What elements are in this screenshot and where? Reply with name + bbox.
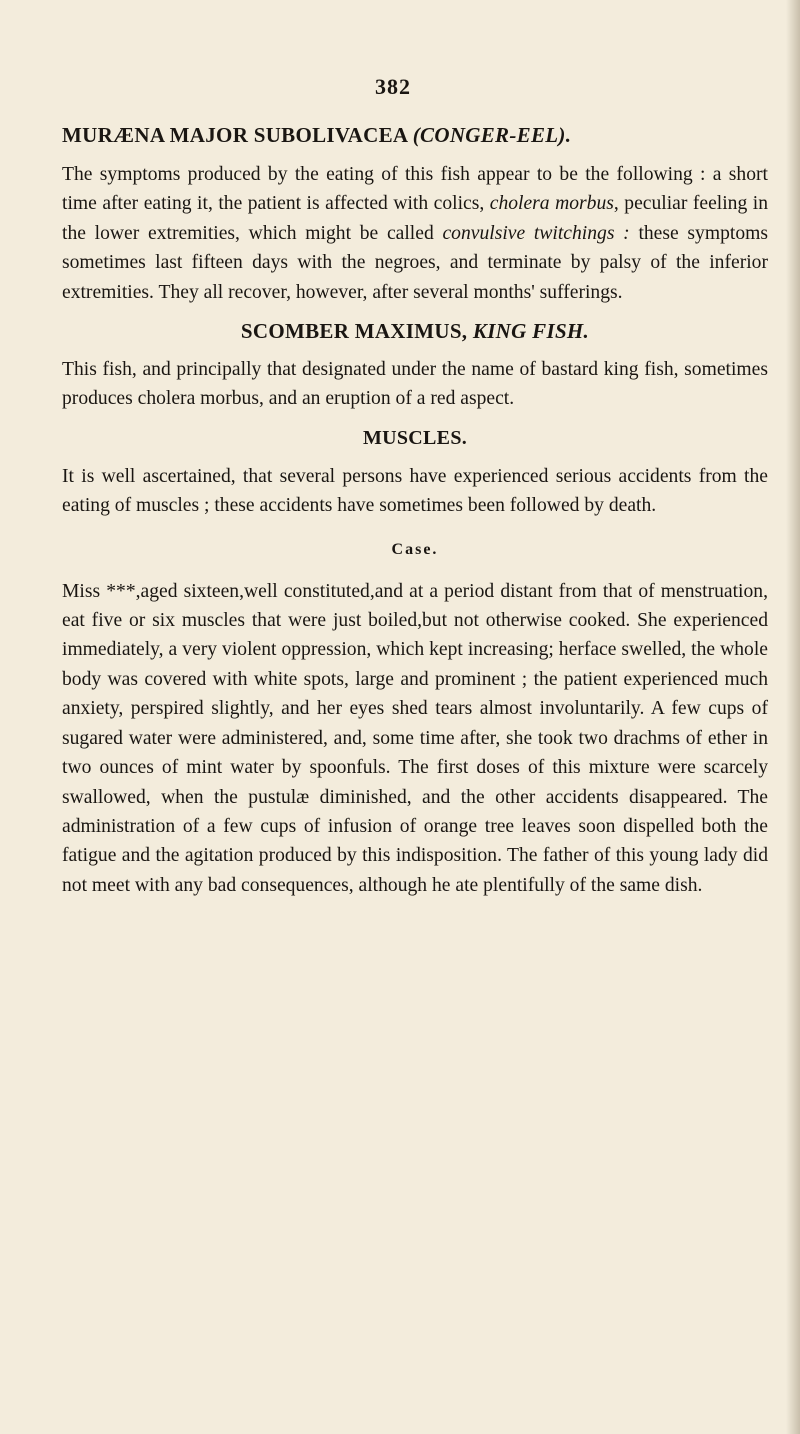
text-run: these symptoms sometimes last fifteen days with the negroes, and terminate by palsy of the inferior extremities. They all recover, however, after several months' sufferings.: [62, 222, 768, 303]
text-run: , peculiar feeling in the lower extremities, which might be called: [62, 193, 768, 244]
paragraph-scomber: This fish, and principally that designated under the name of bastard king fish, sometimes produces cholera morbus, and an eruption of a red aspect.: [62, 359, 768, 410]
italic-term: cholera morbus: [489, 193, 614, 215]
section-heading-murena: [62, 120, 768, 150]
heading-species-name: MURÆNA MAJOR SUBOLIVACEA: [62, 123, 408, 147]
heading-common-name: (CONGER-EEL).: [412, 123, 572, 147]
page-content: [62, 120, 768, 900]
italic-term: convulsive twitchings :: [442, 222, 630, 244]
paragraph-murena-symptoms: [62, 160, 768, 307]
page-number: 382: [375, 74, 411, 99]
paragraph-case: Miss ***,aged sixteen,well constituted,and at a period distant from that of menstruation, eat five or six muscles that were just boiled,but not otherwise cooked. She experienced immediately, a very violent oppression, which kept increasing; herface swelled, the whole body was covered with white spots, large and prominent ; the patient experienced much anxiety, perspired slightly, and her eyes shed tears almost involuntarily. A few cups of sugared water were administered, and, some time after, she took two drachms of ether in two ounces of mint water by spoonfuls. The first doses of this mixture were scarcely swallowed, when the pustulæ diminished, and the other accidents disappeared. The administration of a few cups of infusion of orange tree leaves soon dispelled both the fatigue and the agitation produced by this indisposition. The father of this young lady did not meet with any bad consequences, although he ate plentifully of the same dish.: [62, 580, 768, 896]
page-edge-shadow: [786, 0, 800, 1434]
heading-species-name: SCOMBER MAXIMUS,: [240, 319, 468, 344]
paragraph-muscles-intro: It is well ascertained, that several persons have experienced serious accidents from the eating of muscles ; these accidents have sometimes been followed by death.: [62, 465, 768, 517]
section-heading-scomber: [62, 316, 768, 346]
heading-common-name: KING FISH.: [472, 319, 590, 344]
case-heading: Case.: [391, 540, 439, 558]
text-run: The symptoms produced by the eating of this fish appear to be the following : a short time after eating it, the patient is affected with colics,: [62, 164, 768, 215]
section-heading-muscles: MUSCLES.: [362, 426, 468, 449]
